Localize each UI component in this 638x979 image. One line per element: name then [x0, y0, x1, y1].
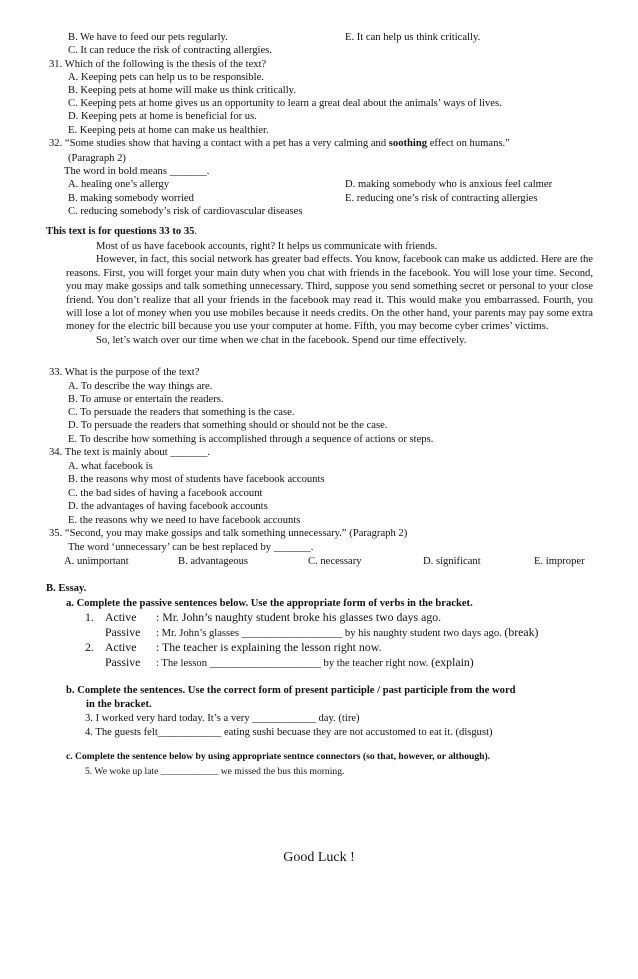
essay-section-b-title: b. Complete the sentences. Use the correct form of present participle / past participle from the word: [66, 685, 516, 696]
q34-option-b: B. the reasons why most of students have facebook accounts: [68, 474, 325, 485]
essay-a1-number: 1.: [85, 610, 94, 624]
essay-a2-hint: (explain): [431, 655, 474, 669]
q33-stem: 33. What is the purpose of the text?: [49, 367, 200, 378]
q32-option-b: B. making somebody worried: [68, 193, 194, 204]
passage-paragraph-1: Most of us have facebook accounts, right? It helps us communicate with friends.: [96, 241, 438, 252]
essay-a1-passive-text: : Mr. John’s glasses ___________________ by his naughty student two days ago.: [156, 628, 502, 639]
q35-option-a: A. unimportant: [64, 556, 129, 567]
q34-stem: 34. The text is mainly about _______.: [49, 447, 211, 458]
q30-option-b: B. We have to feed our pets regularly.: [68, 32, 228, 43]
q34-option-e: E. the reasons why we need to have facebook accounts: [68, 515, 301, 526]
q32-option-a: A. healing one’s allergy: [68, 179, 170, 190]
q35-option-b: B. advantageous: [178, 556, 249, 567]
passage-body: [66, 240, 593, 347]
essay-b4: 4. The guests felt____________ eating sushi becuase they are not accustomed to eat it. (disgust): [85, 727, 493, 738]
q34-option-c: C. the bad sides of having a facebook account: [68, 488, 263, 499]
q30-option-c: C. It can reduce the risk of contracting allergies.: [68, 45, 272, 56]
essay-a2-number: 2.: [85, 640, 94, 654]
passage-heading-text: This text is for questions 33 to 35: [46, 226, 195, 237]
q33-option-c: C. To persuade the readers that something is the case.: [68, 407, 295, 418]
essay-section-a-title: a. Complete the passive sentences below. Use the appropriate form of verbs in the bracket.: [66, 598, 473, 609]
essay-c5: 5. We woke up late ____________ we missed the bus this morning.: [85, 766, 345, 777]
q32-stem: [49, 137, 510, 150]
essay-a2-active-sentence: : The teacher is explaining the lesson right now.: [156, 640, 382, 654]
q32-paragraph-ref: (Paragraph 2): [68, 153, 126, 164]
q32-option-c: C. reducing somebody’s risk of cardiovascular diseases: [68, 206, 303, 217]
essay-a1-passive-label: Passive: [105, 625, 141, 639]
q34-option-a: A. what facebook is: [68, 461, 153, 472]
q32-stem-post: effect on humans.”: [427, 138, 510, 149]
q31-option-a: A. Keeping pets can help us to be responsible.: [68, 72, 264, 83]
q35-option-d: D. significant: [423, 556, 481, 567]
q31-stem: 31. Which of the following is the thesis of the text?: [49, 59, 267, 70]
passage-heading-end: .: [194, 226, 198, 237]
q31-option-b: B. Keeping pets at home will make us think critically.: [68, 85, 296, 96]
footer-good-luck: Good Luck !: [283, 850, 355, 865]
q32-option-e: E. reducing one’s risk of contracting allergies: [345, 193, 538, 204]
essay-a2-passive-text: : The lesson _____________________ by the teacher right now.: [156, 658, 429, 669]
essay-a2-passive-label: Passive: [105, 655, 141, 669]
essay-a1-active-label: Active: [105, 610, 137, 624]
q32-word-question: The word in bold means _______.: [64, 166, 210, 177]
q35-option-e: E. improper: [534, 556, 585, 567]
q35-word-question: The word ‘unnecessary’ can be best replaced by _______.: [68, 542, 314, 553]
q33-option-b: B. To amuse or entertain the readers.: [68, 394, 224, 405]
q34-option-d: D. the advantages of having facebook accounts: [68, 501, 268, 512]
q33-option-d: D. To persuade the readers that something should or should not be the case.: [68, 420, 388, 431]
q32-bold-word: soothing: [388, 138, 428, 149]
essay-section-c-title: c. Complete the sentence below by using appropriate sentnce connectors (so that, however, or although).: [66, 751, 491, 762]
q33-option-e: E. To describe how something is accomplished through a sequence of actions or steps.: [68, 434, 434, 445]
essay-a1-hint: (break): [504, 625, 539, 639]
q31-option-c: C. Keeping pets at home gives us an opportunity to learn a great deal about the animals’ ways of lives.: [68, 98, 502, 109]
passage-paragraph-3: So, let’s watch over our time when we chat in the facebook. Spend our time effectively.: [96, 334, 467, 346]
essay-b3: 3. I worked very hard today. It’s a very ____________ day. (tire): [85, 713, 360, 724]
q31-option-e: E. Keeping pets at home can make us healthier.: [68, 125, 269, 136]
passage-heading: [46, 225, 197, 238]
q35-stem: 35. “Second, you may make gossips and talk something unnecessary.” (Paragraph 2): [49, 528, 408, 539]
essay-a2-active-label: Active: [105, 640, 137, 654]
q31-option-d: D. Keeping pets at home is beneficial for us.: [68, 111, 257, 122]
passage-paragraph-2: However, in fact, this social network has greater bad effects. You know, facebook can make us addicted. Here are the reasons. First, you will forget your main duty when you chat with friends in the facebook. You will lose your time. Second, you may make gossips and talk something unnecessary. Third, suppose you send something secret or personal to your close friend. You don’t realize that all your friends in the facebook may read it. This would make you embarrassed. Fourth, you will lose a lot of money when you use mobiles because it needs credits. On the other hand, your parents may pay some extra money for the electric bill because you use your computer at home. Fifth, you may become cyber crimes’ victims.: [66, 254, 593, 333]
essay-a1-active-sentence: : Mr. John’s naughty student broke his glasses two days ago.: [156, 610, 442, 624]
q33-option-a: A. To describe the way things are.: [68, 381, 213, 392]
essay-heading: B. Essay.: [46, 583, 87, 594]
q32-stem-pre: 32. “Some studies show that having a contact with a pet has a very calming and: [49, 138, 389, 149]
q35-option-c: C. necessary: [308, 556, 362, 567]
q30-option-e: E. It can help us think critically.: [345, 32, 481, 43]
essay-a1-passive-sentence: [156, 626, 538, 640]
q32-option-d: D. making somebody who is anxious feel calmer: [345, 179, 553, 190]
essay-section-b-title-cont: in the bracket.: [86, 699, 152, 710]
essay-a2-passive-sentence: [156, 656, 474, 670]
